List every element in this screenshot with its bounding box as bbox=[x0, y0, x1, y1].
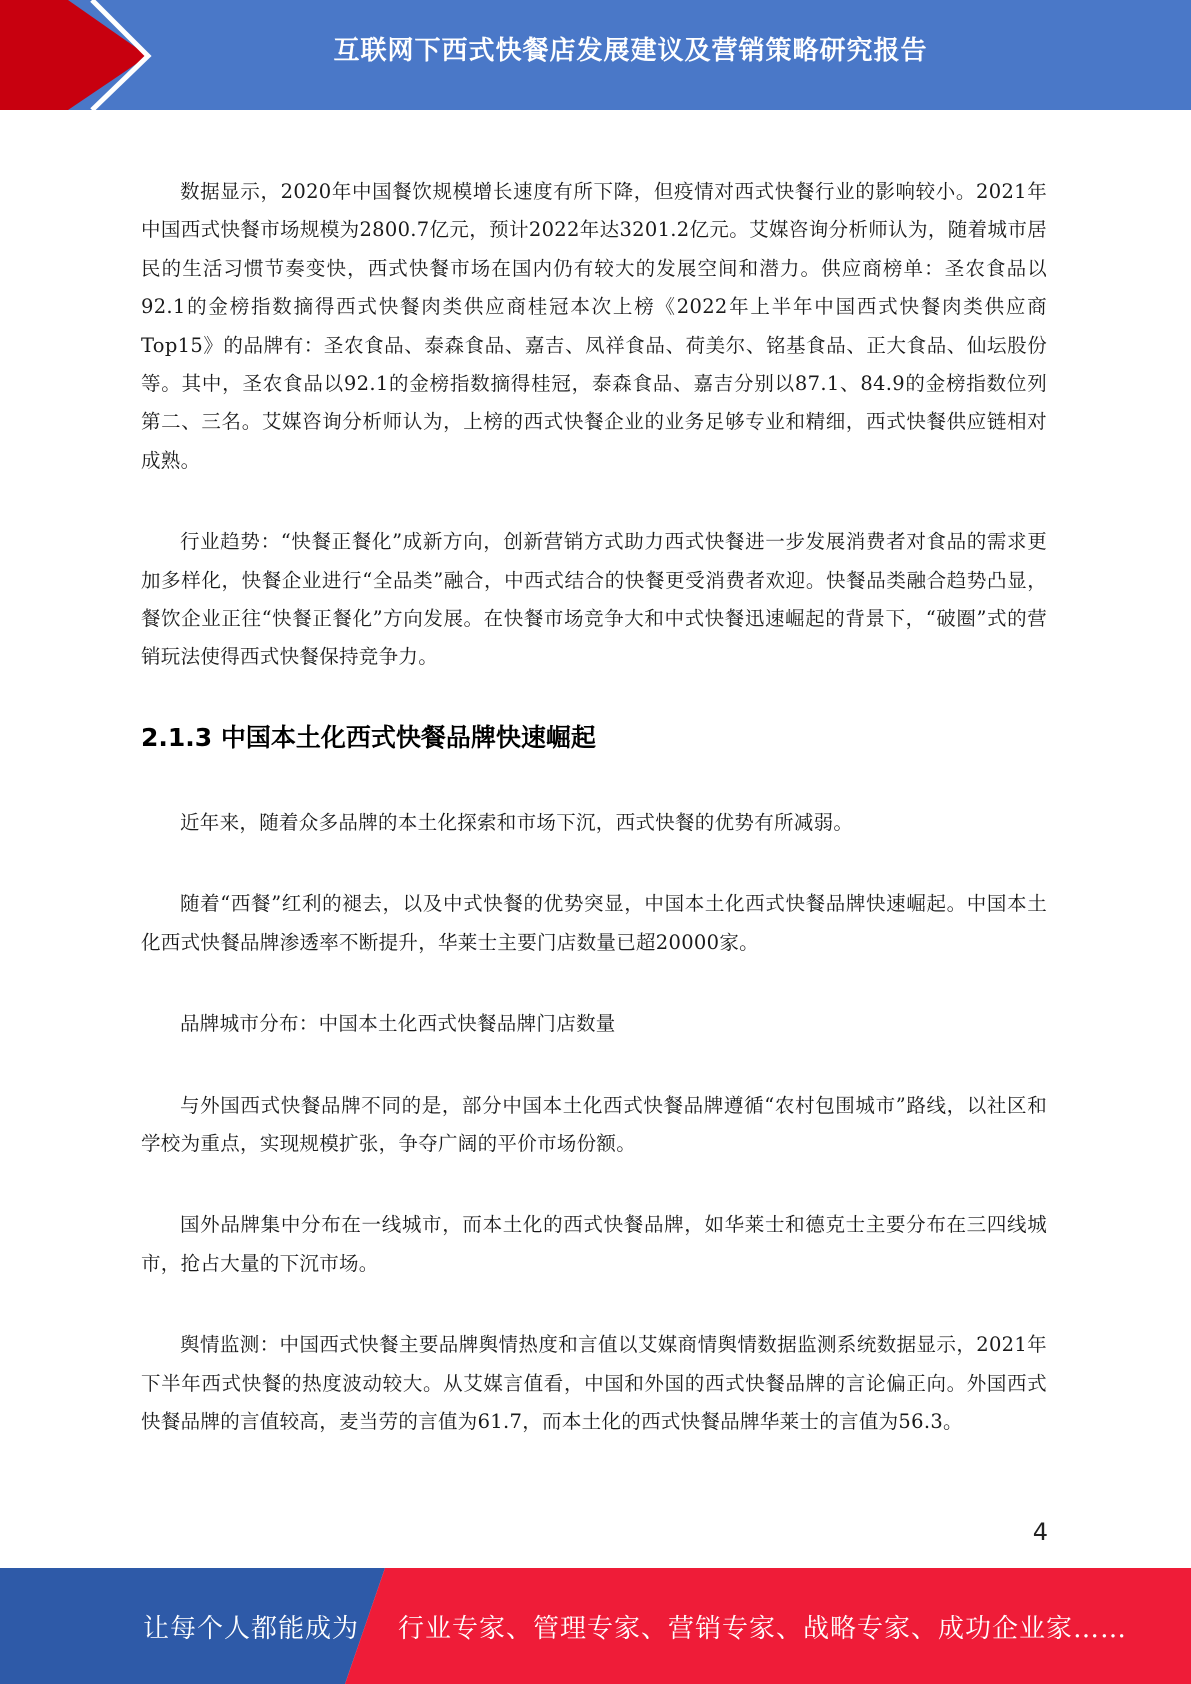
page-number: 4 bbox=[1032, 1518, 1048, 1546]
header-title: 互联网下西式快餐店发展建议及营销策略研究报告 bbox=[333, 35, 928, 66]
paragraph-sentiment: 舆情监测：中国西式快餐主要品牌舆情热度和言值以艾媒商情舆情数据监测系统数据显示，2021年下半年西式快餐的热度波动较大。从艾媒言值看，中国和外国的西式快餐品牌的言论偏正向。外国西式快餐品牌的言值较高，麦当劳的言值为61.7，而本土化的西式快餐品牌华莱士的言值为56.3。 bbox=[141, 1333, 1047, 1433]
paragraph-rural-strategy: 与外国西式快餐品牌不同的是，部分中国本土化西式快餐品牌遵循“农村包围城市”路线，以社区和学校为重点，实现规模扩张，争夺广阔的平价市场份额。 bbox=[141, 1093, 1047, 1155]
paragraph-rise: 随着“西餐”红利的褪去，以及中式快餐的优势突显，中国本土化西式快餐品牌快速崛起。中国本土化西式快餐品牌渗透率不断提升，华莱士主要门店数量已超20000家。 bbox=[141, 892, 1047, 954]
paragraph-market-size: 数据显示，2020年中国餐饮规模增长速度有所下降，但疫情对西式快餐行业的影响较小。2021年中国西式快餐市场规模为2800.7亿元，预计2022年达3201.2亿元。艾媒咨询分析师认为，随着城市居民的生活习惯节奏变快，西式快餐市场在国内仍有较大的发展空间和潜力。供应商榜单：圣农食品以92.1的金榜指数摘得西式快餐肉类供应商桂冠本次上榜《2022年上半年中国西式快餐肉类供应商Top15》的品牌有：圣农食品、泰森食品、嘉吉、凤祥食品、荷美尔、铭基食品、正大食品、仙坛股份等。其中，圣农食品以92.1的金榜指数摘得桂冠，泰森食品、嘉吉分别以87.1、84.9的金榜指数位列第二、三名。艾媒咨询分析师认为，上榜的西式快餐企业的业务足够专业和精细，西式快餐供应链相对成熟。 bbox=[141, 180, 1047, 472]
paragraph-industry-trend: 行业趋势：“快餐正餐化”成新方向，创新营销方式助力西式快餐进一步发展消费者对食品的需求更加多样化，快餐企业进行“全品类”融合，中西式结合的快餐更受消费者欢迎。快餐品类融合趋势凸显，餐饮企业正往“快餐正餐化”方向发展。在快餐市场竞争大和中式快餐迅速崛起的背景下，“破圈”式的营销玩法使得西式快餐保持竞争力。 bbox=[141, 530, 1047, 669]
paragraph-city-tiers: 国外品牌集中分布在一线城市，而本土化的西式快餐品牌，如华莱士和德克士主要分布在三四线城市，抢占大量的下沉市场。 bbox=[141, 1213, 1047, 1275]
page-header bbox=[0, 0, 1191, 110]
report-body bbox=[141, 173, 1047, 1441]
paragraph-localization: 近年来，随着众多品牌的本土化探索和市场下沉，西式快餐的优势有所减弱。 bbox=[180, 810, 854, 834]
footer-slogan-right: 行业专家、管理专家、营销专家、战略专家、成功企业家…… bbox=[398, 1613, 1128, 1644]
paragraph-city-distribution-label: 品牌城市分布：中国本土化西式快餐品牌门店数量 bbox=[180, 1012, 616, 1036]
footer-slogan-left: 让每个人都能成为 bbox=[143, 1613, 360, 1644]
section-heading: 2.1.3 中国本土化西式快餐品牌快速崛起 bbox=[141, 722, 596, 752]
page-footer bbox=[0, 1568, 1191, 1684]
